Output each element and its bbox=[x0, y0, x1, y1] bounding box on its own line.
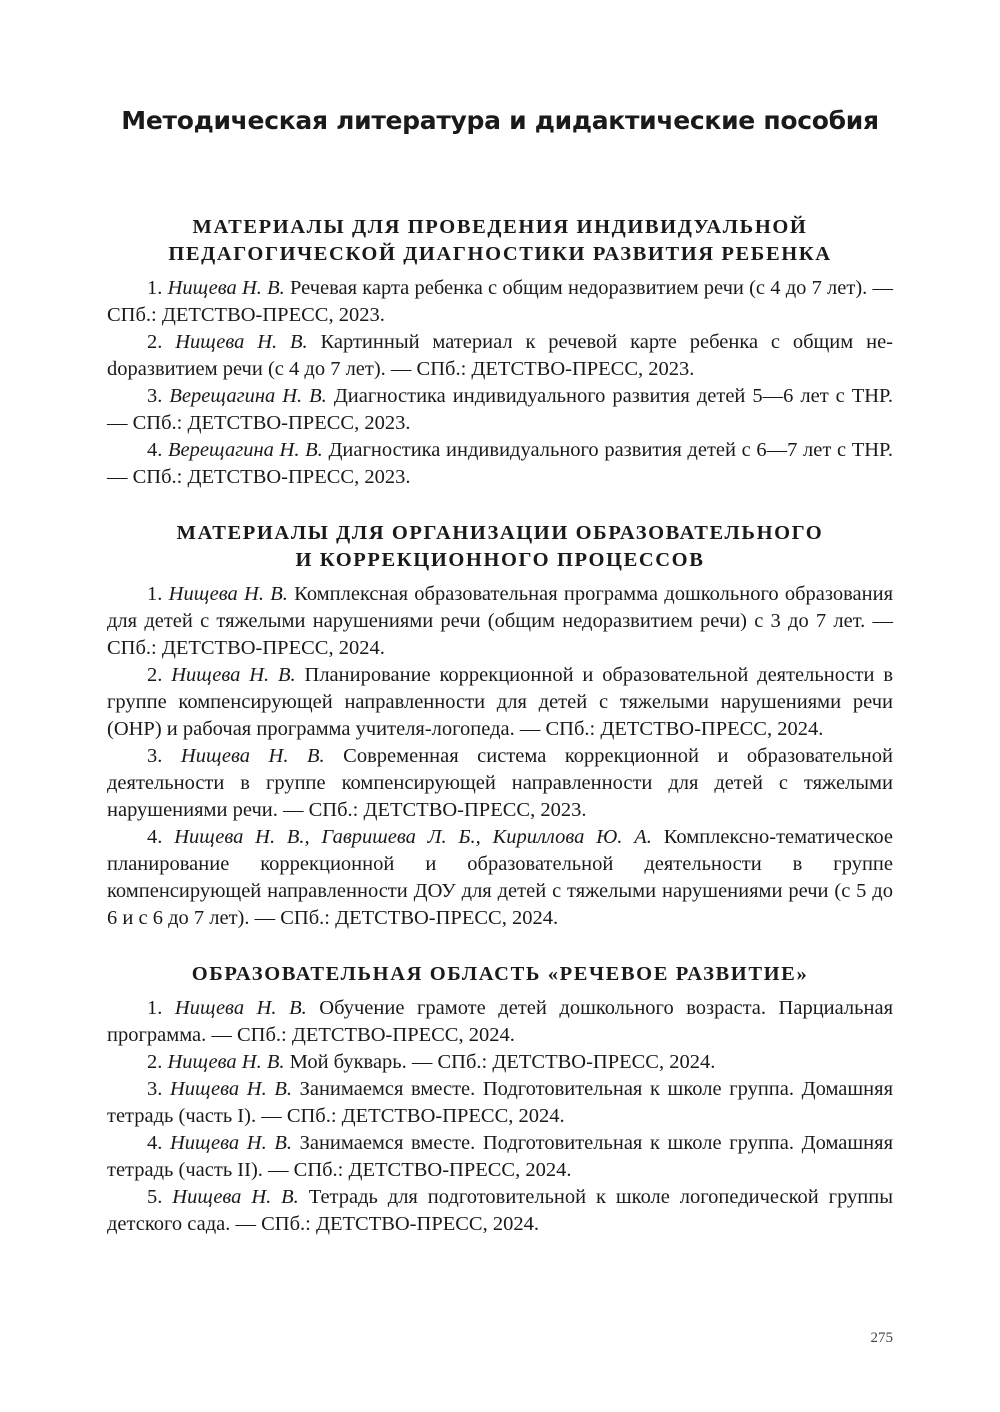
entry-text: Картинный материал к речевой карте ребенка с общим неdоразвитием речи (с 4 до 7 лет). — СПб.: ДЕТСТВО-ПРЕСС, 2023. bbox=[107, 331, 893, 380]
entry-number: 3. bbox=[147, 385, 163, 407]
section-heading-line: ПЕДАГОГИЧЕСКОЙ ДИАГНОСТИКИ РАЗВИТИЯ РЕБЕНКА bbox=[168, 243, 832, 265]
section-heading bbox=[107, 961, 893, 988]
list-item bbox=[107, 1049, 893, 1076]
entry-text: Современная система коррекционной и образовательной деятельности в группе компенсирующей направленности для детей с тяжелыми нарушениями речи. — СПб.: ДЕТСТВО-ПРЕСС, 2023. bbox=[107, 745, 893, 821]
entry-number: 1. bbox=[147, 583, 163, 605]
entry-author: Нищева Н. В. bbox=[172, 1186, 299, 1208]
entry-number: 1. bbox=[147, 997, 163, 1019]
entry-text: Занимаемся вместе. Подготовительная к школе группа. Домашняя тетрадь (часть I). — СПб.: ДЕТСТВО-ПРЕСС, 2024. bbox=[107, 1078, 894, 1127]
entry-text: Планирование коррекционной и образовательной деятельности в группе компенсирующей направленности для детей с тяжелыми нарушениями речи (ОНР) и рабочая программа учителя-логопеда. — СПб.: ДЕТСТВО-ПРЕСС, 2024. bbox=[107, 664, 894, 740]
list-item bbox=[107, 581, 893, 662]
list-item bbox=[107, 1130, 893, 1184]
entry-author: Нищева Н. В., Гавришева Л. Б., Кириллова Ю. А. bbox=[174, 826, 652, 848]
entry-author: Нищева Н. В. bbox=[168, 583, 288, 605]
entry-author: Нищева Н. В. bbox=[171, 664, 296, 686]
page-number: 275 bbox=[870, 1330, 893, 1346]
entry-author: Верещагина Н. В. bbox=[168, 439, 323, 461]
entry-author: Нищева Н. В. bbox=[180, 745, 325, 767]
entry-author: Нищева Н. В. bbox=[170, 1132, 292, 1154]
list-item bbox=[107, 662, 893, 743]
entry-number: 4. bbox=[147, 439, 163, 461]
list-item bbox=[107, 1076, 893, 1130]
section-heading-line: МАТЕРИАЛЫ ДЛЯ ОРГАНИЗАЦИИ ОБРАЗОВАТЕЛЬНОГО bbox=[176, 522, 824, 544]
entry-author: Нищева Н. В. bbox=[175, 331, 308, 353]
section-heading bbox=[107, 520, 893, 574]
entry-number: 4. bbox=[147, 826, 163, 848]
list-item bbox=[107, 824, 893, 932]
entry-text: Комплексно-тематическое планирование коррекционной и образовательной деятельности в группе компенсирующей направленности ДОУ для детей с тяжелыми нарушениями речи (с 5 до 6 и с 6 до 7 лет). — СПб.: ДЕТСТВО-ПРЕСС, 2024. bbox=[107, 826, 894, 929]
list-item bbox=[107, 275, 893, 329]
entry-list bbox=[107, 581, 893, 932]
entry-text: Обучение грамоте детей дошкольного возраста. Парциальная программа. — СПб.: ДЕТСТВО-ПРЕСС, 2024. bbox=[107, 997, 893, 1046]
list-item bbox=[107, 329, 893, 383]
entry-text: Занимаемся вместе. Подготовительная к школе группа. Домашняя тетрадь (часть II). — СПб.: ДЕТСТВО-ПРЕСС, 2024. bbox=[107, 1132, 894, 1181]
section-heading-line: МАТЕРИАЛЫ ДЛЯ ПРОВЕДЕНИЯ ИНДИВИДУАЛЬНОЙ bbox=[192, 216, 808, 238]
list-item bbox=[107, 1184, 893, 1238]
entry-number: 5. bbox=[147, 1186, 163, 1208]
section-heading-line: И КОРРЕКЦИОННОГО ПРОЦЕССОВ bbox=[295, 549, 705, 571]
section-heading-line: ОБРАЗОВАТЕЛЬНАЯ ОБЛАСТЬ «РЕЧЕВОЕ РАЗВИТИЕ» bbox=[191, 963, 809, 985]
entry-text: Мой букварь. — СПб.: ДЕТСТВО-ПРЕСС, 2024. bbox=[289, 1051, 716, 1073]
entry-author: Нищева Н. В. bbox=[174, 997, 307, 1019]
entry-number: 1. bbox=[147, 277, 163, 299]
entry-text: Диагностика индивидуального развития детей с 6—7 лет с ТНР. — СПб.: ДЕТСТВО-ПРЕСС, 2023. bbox=[107, 439, 894, 488]
list-item bbox=[107, 383, 893, 437]
list-item bbox=[107, 995, 893, 1049]
list-item bbox=[107, 437, 893, 491]
entry-number: 2. bbox=[147, 331, 163, 353]
section-speech-development bbox=[107, 961, 893, 1238]
entry-number: 3. bbox=[147, 1078, 163, 1100]
page-content bbox=[107, 214, 893, 1238]
entry-text: Диагностика индивидуального развития детей 5—6 лет с ТНР. — СПб.: ДЕТСТВО-ПРЕСС, 2023. bbox=[107, 385, 894, 434]
entry-number: 4. bbox=[147, 1132, 163, 1154]
entry-text: Комплексная образовательная программа дошкольного образования для детей с тяжелыми нарушениями речи (общим недоразвитием речи) с 3 до 7 лет. — СПб.: ДЕТСТВО-ПРЕСС, 2024. bbox=[107, 583, 894, 659]
list-item bbox=[107, 743, 893, 824]
section-organization bbox=[107, 520, 893, 932]
entry-number: 2. bbox=[147, 1051, 163, 1073]
entry-number: 2. bbox=[147, 664, 163, 686]
page-title: Методическая литература и дидактические пособия bbox=[121, 106, 879, 135]
entry-author: Нищева Н. В. bbox=[167, 1051, 285, 1073]
entry-list bbox=[107, 995, 893, 1238]
entry-text: Тетрадь для подготовительной к школе логопедической группы детского сада. — СПб.: ДЕТСТВО-ПРЕСС, 2024. bbox=[107, 1186, 894, 1235]
section-heading bbox=[107, 214, 893, 268]
entry-text: Речевая карта ребенка с общим недоразвитием речи (с 4 до 7 лет). — СПб.: ДЕТСТВО-ПРЕСС, 2023. bbox=[107, 277, 894, 326]
entry-author: Верещагина Н. В. bbox=[169, 385, 327, 407]
entry-author: Нищева Н. В. bbox=[170, 1078, 292, 1100]
entry-author: Нищева Н. В. bbox=[167, 277, 285, 299]
entry-number: 3. bbox=[147, 745, 163, 767]
section-diagnostics bbox=[107, 214, 893, 491]
entry-list bbox=[107, 275, 893, 491]
